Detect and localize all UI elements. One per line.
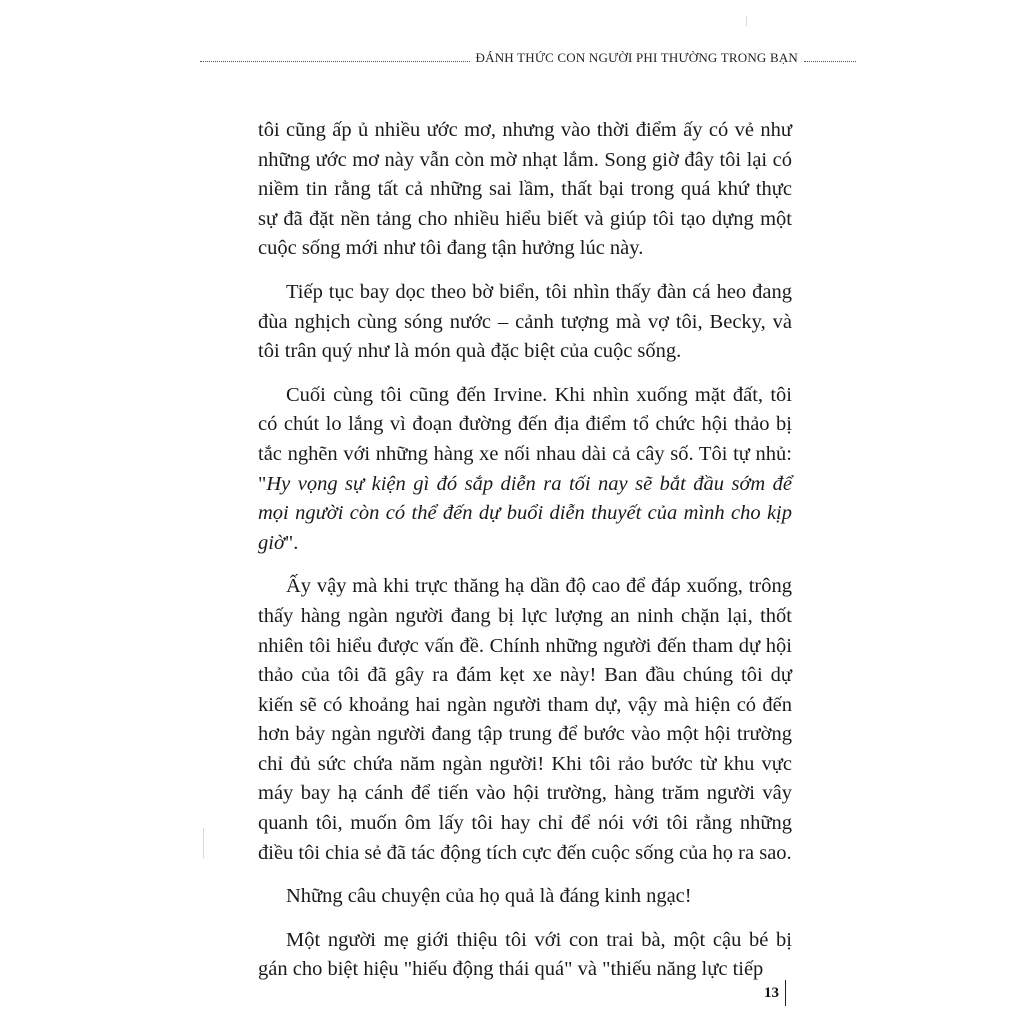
paragraph-3 [258,381,792,559]
page-folio [764,980,786,1006]
paragraph-6: Một người mẹ giới thiệu tôi với con trai bà, một cậu bé bị gán cho biệt hiệu "hiếu động thái quá" và "thiếu năng lực tiếp [258,928,792,981]
body-text [258,116,792,999]
paragraph-3-end: ". [284,531,299,554]
paragraph-3-italic-quote: Hy vọng sự kiện gì đó sắp diễn ra tối nay sẽ bắt đầu sớm để mọi người còn có thể đến dự buổi diễn thuyết của mình cho kịp giờ [258,472,792,554]
running-title: ĐÁNH THỨC CON NGƯỜI PHI THƯỜNG TRONG BẠN [475,50,798,65]
header-leader-dots-right [804,61,856,62]
margin-smudge [746,16,747,26]
margin-smudge [203,828,204,858]
paragraph-4: Ấy vậy mà khi trực thăng hạ dần độ cao để đáp xuống, trông thấy hàng ngàn người đang bị lực lượng an ninh chặn lại, thốt nhiên tôi hiểu được vấn đề. Chính những người đến tham dự hội thảo của tôi đã gây ra đám kẹt xe này! Ban đầu chúng tôi dự kiến sẽ có khoảng hai ngàn người tham dự, vậy mà hiện có đến hơn bảy ngàn người đang tập trung để bước vào một hội trường chỉ đủ sức chứa năm ngàn người! Khi tôi rảo bước từ khu vực máy bay hạ cánh để tiến vào hội trường, hàng trăm người vây quanh tôi, muốn ôm lấy tôi hay chỉ để nói với tôi rằng những điều tôi chia sẻ đã tác động tích cực đến cuộc sống của họ ra sao. [258,575,792,864]
paragraph-3-text: Cuối cùng tôi cũng đến Irvine. Khi nhìn xuống mặt đất, tôi có chút lo lắng vì đoạn đường đến địa điểm tổ chức hội thảo bị tắc nghẽn với những hàng xe nối nhau dài cả cây số. Tôi tự nhủ: " [258,383,792,495]
paragraph-1: tôi cũng ấp ủ nhiều ước mơ, nhưng vào thời điểm ấy có vẻ như những ước mơ này vẫn còn mờ nhạt lắm. Song giờ đây tôi lại có niềm tin rằng tất cả những sai lầm, thất bại trong quá khứ thực sự đã đặt nền tảng cho nhiều hiểu biết và giúp tôi tạo dựng một cuộc sống mới như tôi đang tận hưởng lúc này. [258,119,792,260]
paragraph-2: Tiếp tục bay dọc theo bờ biển, tôi nhìn thấy đàn cá heo đang đùa nghịch cùng sóng nước – cảnh tượng mà vợ tôi, Becky, và tôi trân quý như là món quà đặc biệt của cuộc sống. [258,280,792,363]
page-number: 13 [764,984,779,1001]
running-header [200,50,856,66]
header-leader-dots-left [200,61,470,62]
folio-rule [785,980,786,1006]
paragraph-5: Những câu chuyện của họ quả là đáng kinh ngạc! [286,885,692,908]
